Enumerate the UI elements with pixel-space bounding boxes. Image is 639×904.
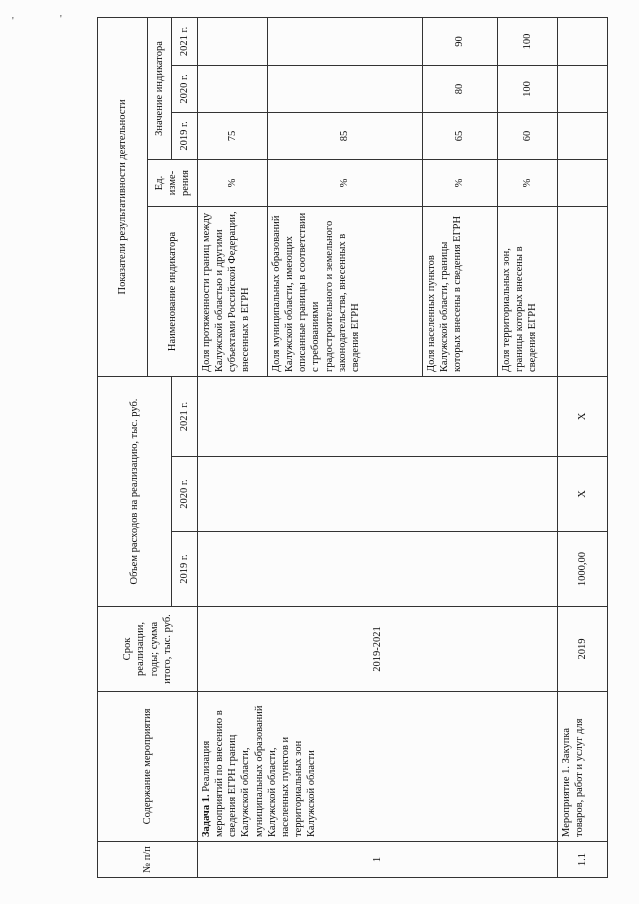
indicator-value-2021: 100 — [498, 17, 558, 65]
row11-unit — [558, 159, 608, 206]
indicator-value-2020 — [198, 65, 268, 112]
header-term: Срок реализации, годы; сумма итого, тыс. руб. — [98, 607, 198, 692]
header-content: Содержание мероприятия — [98, 692, 198, 842]
row1-exp-2019 — [198, 532, 558, 607]
header-exp-2021: 2021 г. — [172, 376, 198, 456]
indicator-value-2019: 75 — [198, 112, 268, 159]
indicators-table — [97, 17, 608, 878]
row11-exp-2020: X — [558, 457, 608, 532]
indicator-value-2019: 65 — [423, 112, 498, 159]
indicator-unit: % — [268, 159, 423, 206]
scan-speck: ' — [12, 16, 14, 27]
indicator-value-2019: 85 — [268, 112, 423, 159]
indicator-value-2021 — [268, 17, 423, 65]
table-row — [198, 17, 268, 877]
row1-term: 2019-2021 — [198, 607, 558, 692]
header-val-2019: 2019 г. — [172, 112, 198, 159]
header-indicator-value: Значение индикатора — [148, 17, 172, 159]
header-val-2021: 2021 г. — [172, 17, 198, 65]
indicator-value-2021: 90 — [423, 17, 498, 65]
row11-value-2020 — [558, 65, 608, 112]
row11-term: 2019 — [558, 607, 608, 692]
indicator-name: Доля населенных пунктов Калужской области, границы которых внесены в сведения ЕГРН — [423, 206, 498, 376]
row11-exp-2019: 1000,00 — [558, 532, 608, 607]
row1-exp-2021 — [198, 376, 558, 456]
row11-exp-2021: X — [558, 376, 608, 456]
row1-exp-2020 — [198, 457, 558, 532]
header-exp-2020: 2020 г. — [172, 457, 198, 532]
indicator-value-2021 — [198, 17, 268, 65]
header-val-2020: 2020 г. — [172, 65, 198, 112]
row11-value-2019 — [558, 112, 608, 159]
indicator-unit: % — [198, 159, 268, 206]
row11-content: Мероприятие 1. Закупка товаров, работ и услуг для — [558, 692, 608, 842]
row11-num: 1.1 — [558, 842, 608, 878]
rotated-table-container — [97, 18, 607, 878]
header-indicator-name: Наименование индикатора — [148, 206, 198, 376]
row11-value-2021 — [558, 17, 608, 65]
indicator-value-2020: 100 — [498, 65, 558, 112]
task-label: Задача 1. — [201, 794, 212, 837]
row11-indicator-name — [558, 206, 608, 376]
indicator-name: Доля территориальных зон, границы которых внесены в сведения ЕГРН — [498, 206, 558, 376]
indicator-unit: % — [498, 159, 558, 206]
indicator-name: Доля протяженности границ между Калужской областью и другими субъектами Российской Федерации, внесенных в ЕГРН — [198, 206, 268, 376]
indicator-name: Доля муниципальных образований Калужской области, имеющих описанные границы в соответствии с требованиями градостроительного и земельного законодательства, внесенных в сведения ЕГРН — [268, 206, 423, 376]
header-expenses: Объем расходов на реализацию, тыс. руб. — [98, 376, 172, 606]
indicator-value-2020: 80 — [423, 65, 498, 112]
header-indicators: Показатели результативности деятельности — [98, 17, 148, 376]
indicator-value-2020 — [268, 65, 423, 112]
table-row — [558, 17, 608, 877]
scan-speck: ' — [60, 14, 62, 25]
row1-task — [198, 692, 558, 842]
task-text: Реализация мероприятий по внесению в сведения ЕГРН границ Калужской области, муниципальных образований Калужской области, населенных пунктов и территориальных зон Калужской области — [201, 705, 317, 837]
row1-num: 1 — [198, 842, 558, 878]
indicator-value-2019: 60 — [498, 112, 558, 159]
header-num: № п/п — [98, 842, 198, 878]
header-unit: Ед. изме-рения — [148, 159, 198, 206]
indicator-unit: % — [423, 159, 498, 206]
header-exp-2019: 2019 г. — [172, 532, 198, 607]
